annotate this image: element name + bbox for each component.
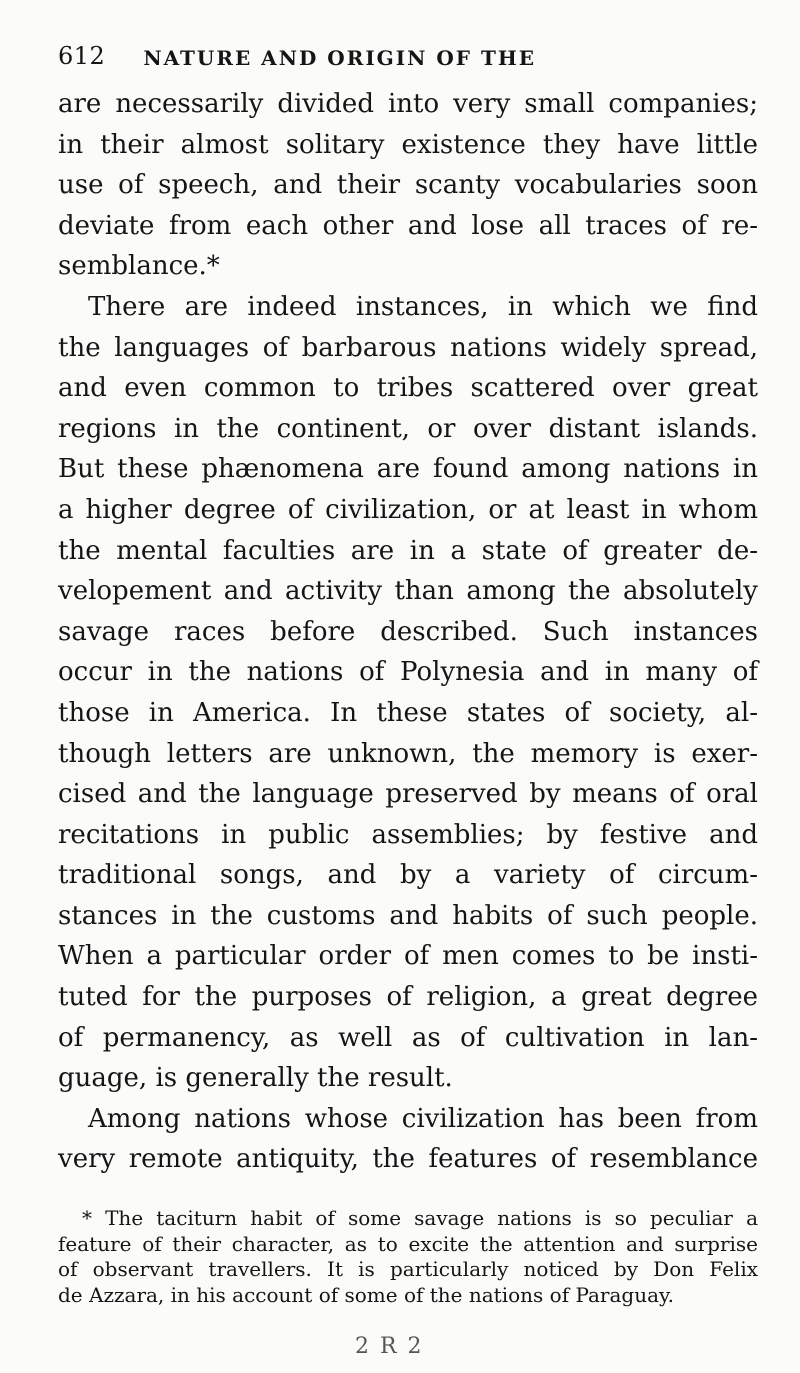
signature-mark: 2 R 2 — [355, 1334, 424, 1359]
text-line: cised and the language preserved by means of oral — [58, 779, 758, 810]
text-line: and even common to tribes scattered over great — [58, 373, 758, 404]
text-line: There are indeed instances, in which we find — [88, 291, 758, 322]
text-line: When a particular order of men comes to be insti- — [58, 941, 758, 972]
text-line: semblance.* — [58, 251, 220, 282]
text-line: are necessarily divided into very small companies; — [58, 89, 758, 119]
text-line: in their almost solitary existence they have little — [58, 129, 758, 160]
page-header — [58, 30, 758, 70]
text-line: occur in the nations of Polynesia and in many of — [58, 657, 758, 688]
text-line: Among nations whose civilization has been from — [88, 1103, 758, 1134]
running-head: NATURE AND ORIGIN OF THE — [143, 46, 536, 70]
text-line: the mental faculties are in a state of greater de- — [58, 535, 758, 566]
text-line: velopement and activity than among the absolutely — [58, 576, 758, 607]
footnote-line: of observant travellers. It is particularly noticed by Don Felix — [58, 1257, 758, 1281]
footnote-line: de Azzara, in his account of some of the nations of Paraguay. — [58, 1282, 675, 1307]
text-line: savage races before described. Such instances — [58, 616, 758, 647]
footnote-line: * The taciturn habit of some savage nations is so peculiar a — [82, 1206, 758, 1230]
text-line: regions in the continent, or over distant islands. — [58, 413, 758, 444]
text-line: tuted for the purposes of religion, a great degree — [58, 982, 758, 1013]
text-line: traditional songs, and by a variety of circum- — [58, 860, 758, 891]
paragraph-3 — [58, 1099, 758, 1180]
text-line: deviate from each other and lose all traces of re- — [58, 210, 758, 241]
text-line: use of speech, and their scanty vocabularies soon — [58, 170, 758, 201]
text-line: guage, is generally the result. — [58, 1063, 453, 1094]
text-line: recitations in public assemblies; by festive and — [58, 819, 758, 850]
paragraph-1 — [58, 84, 758, 287]
text-line: But these phænomena are found among nations in — [58, 454, 758, 485]
body-text — [58, 84, 758, 1180]
page-number: 612 — [58, 42, 106, 70]
text-line: the languages of barbarous nations widely spread, — [58, 332, 758, 363]
text-line: stances in the customs and habits of such people. — [58, 900, 758, 931]
text-line: a higher degree of civilization, or at least in whom — [58, 494, 758, 525]
text-line: very remote antiquity, the features of resemblance — [58, 1144, 758, 1175]
text-line: though letters are unknown, the memory is exer- — [58, 738, 758, 769]
footnote-line: feature of their character, as to excite the attention and surprise — [58, 1231, 758, 1256]
footnote — [58, 1206, 758, 1308]
text-line: of permanency, as well as of cultivation in lan- — [58, 1022, 758, 1053]
text-line: those in America. In these states of society, al- — [58, 697, 758, 728]
paragraph-2 — [58, 287, 758, 1099]
